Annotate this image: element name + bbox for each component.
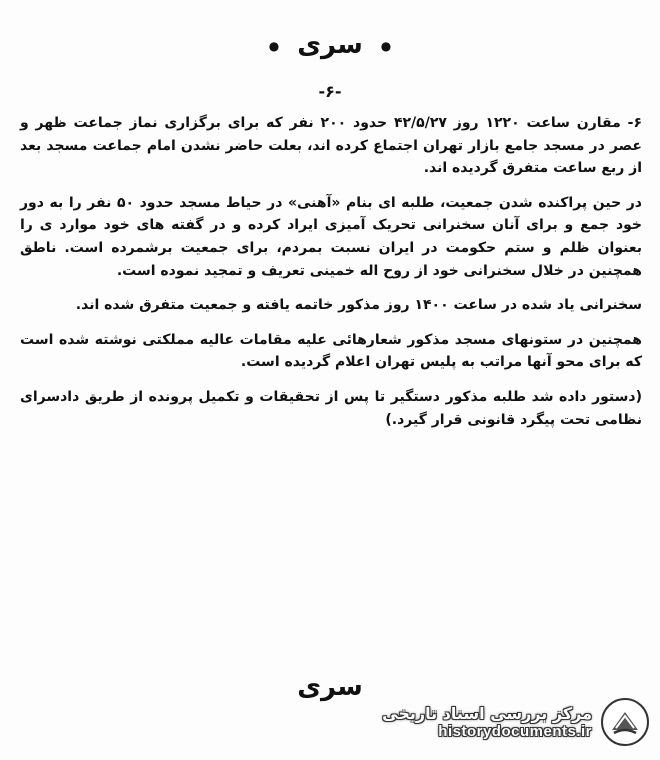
watermark-text <box>382 704 592 740</box>
paragraph: همچنین در ستونهای مسجد مذکور شعارهائی علیه مقامات عالیه مملکتی نوشته شده است که برای محو آنها مراتب به پلیس تهران اعلام گردیده است. <box>20 331 642 371</box>
watermark-org-name: مرکز بررسی اسناد تاریخی <box>382 704 592 723</box>
paragraph-spacer <box>20 374 642 386</box>
document-body <box>20 112 642 431</box>
decorative-dot: ● <box>268 38 280 53</box>
header-classification-label: سری <box>297 30 363 60</box>
paragraph: در حین پراکنده شدن جمعیت، طلبه ای بنام «آهنی» در حیاط مسجد حدود ۵۰ نفر را به دور خود جمع و برای آنان سخنرانی تحریک آمیزی ایراد کرده و در گفته های خود موارد ی را بعنوان ظلم و ستم حکومت در ایران نسبت بمردم، برای جمعیت برشمرده است. ناطق همچنین در خلال سخنرانی خود از روح اله خمینی تعریف و تمجید نموده است. <box>20 194 642 279</box>
watermark-url: historydocuments.ir <box>438 723 592 740</box>
paragraph-spacer <box>20 282 642 294</box>
paragraph-spacer <box>20 180 642 192</box>
footer-classification: سری <box>297 672 363 702</box>
page-number: -۶- <box>318 82 342 101</box>
archive-watermark <box>360 692 650 752</box>
paragraph: ۶- مقارن ساعت ۱۲۲۰ روز ۴۲/۵/۲۷ حدود ۲۰۰ نفر که برای برگزاری نماز جماعت ظهر و عصر در مسجد جامع بازار تهران اجتماع کرده اند، بعلت حاضر نشدن امام جماعت مسجد بعد از ربع ساعت متفرق گردیده اند. <box>20 115 643 177</box>
header-classification <box>0 30 660 60</box>
book-logo-icon <box>600 697 650 747</box>
decorative-dot: ● <box>380 38 392 53</box>
paragraph: سخنرانی یاد شده در ساعت ۱۴۰۰ روز مذکور خاتمه یافته و جمعیت متفرق شده اند. <box>75 297 642 314</box>
paragraph: (دستور داده شد طلبه مذکور دستگیر تا پس از تحقیقات و تکمیل پرونده از طریق دادسرای نظامی تحت پیگرد قانونی قرار گیرد.) <box>20 388 642 428</box>
paragraph-spacer <box>20 317 642 329</box>
